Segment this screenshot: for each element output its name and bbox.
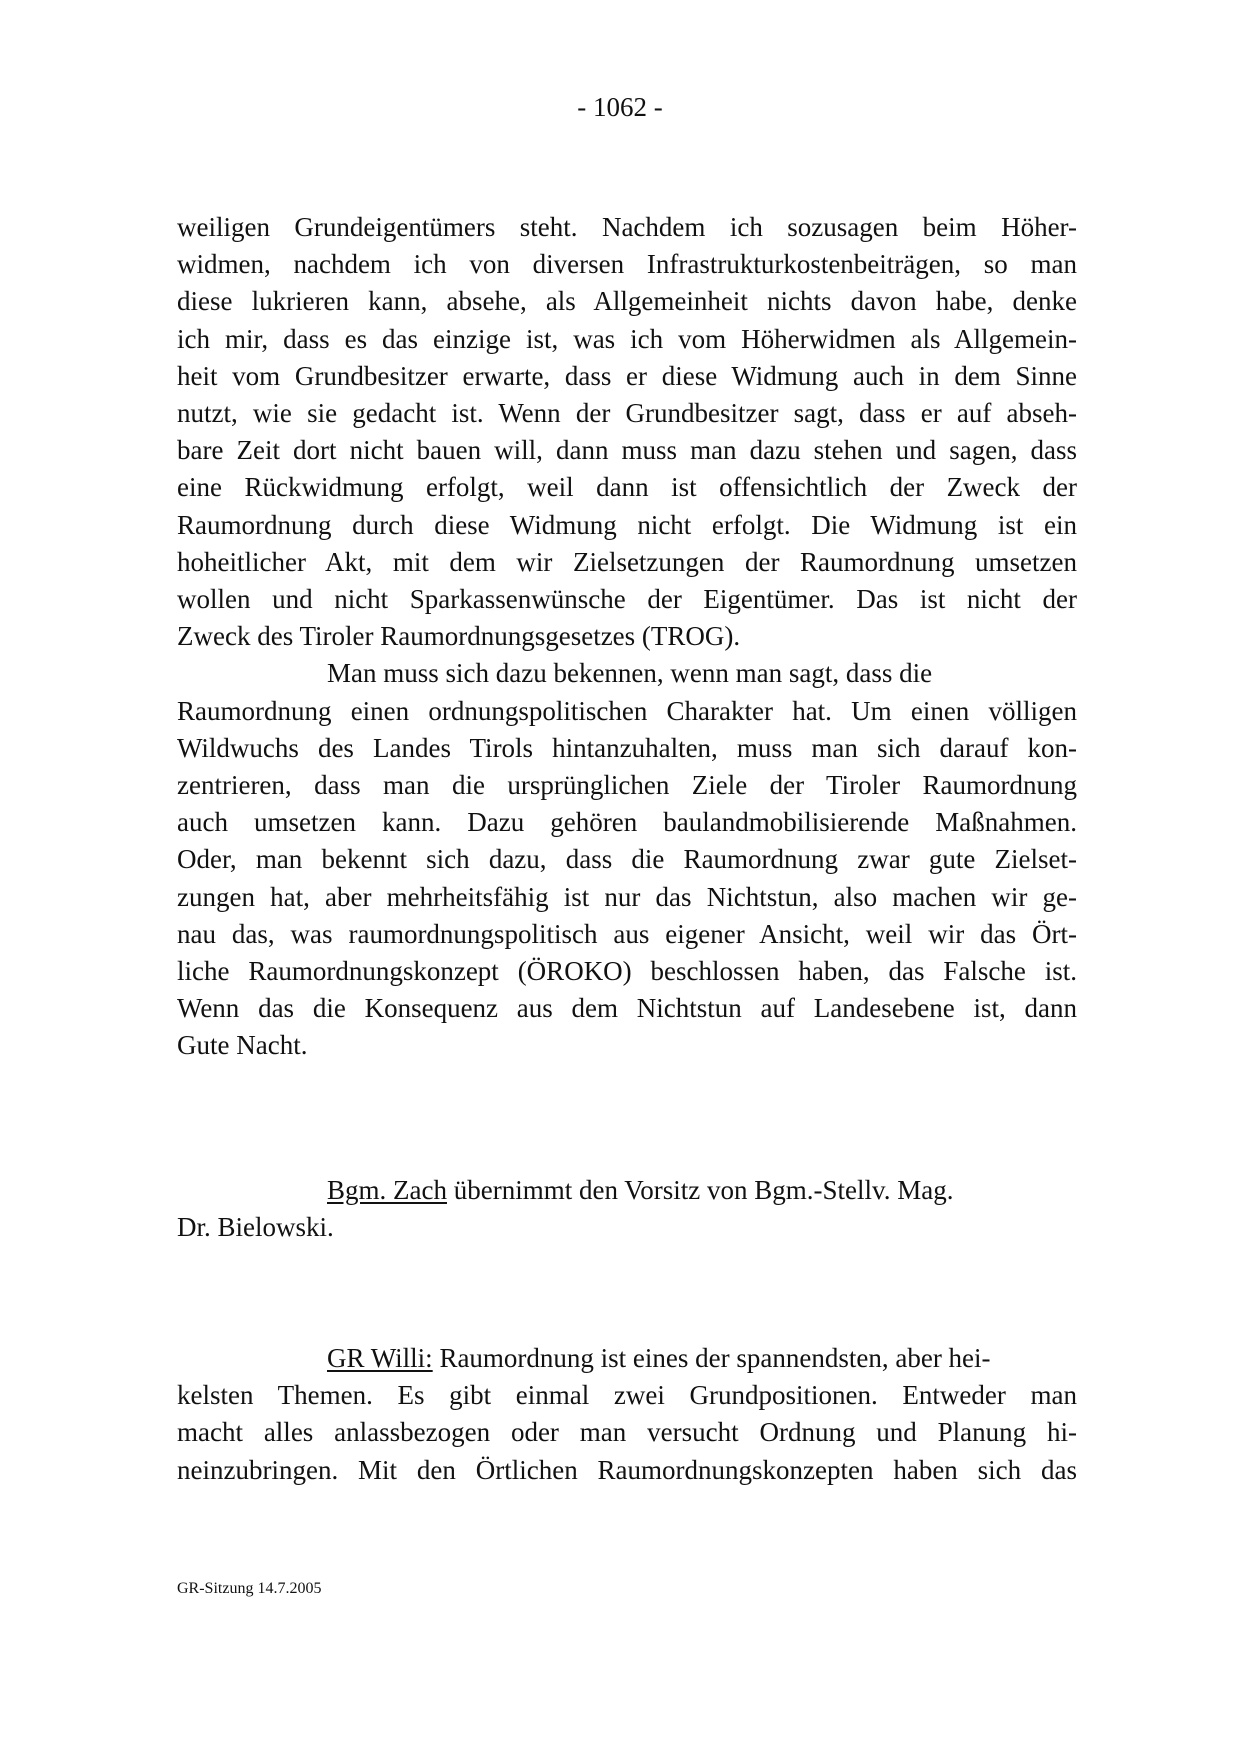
text-line: Raumordnung durch diese Widmung nicht erfolgt. Die Widmung ist ein [177,509,1077,540]
text-line: neinzubringen. Mit den Örtlichen Raumordnungskonzepten haben sich das [177,1454,1077,1485]
chair-note-first-line [177,1172,1077,1209]
text-line: wollen und nicht Sparkassenwünsche der Eigentümer. Das ist nicht der [177,584,1077,615]
text-line: eine Rückwidmung erfolgt, weil dann ist offensichtlich der Zweck der [177,472,1077,503]
text-line: Oder, man bekennt sich dazu, dass die Raumordnung zwar gute Zielset- [177,844,1077,875]
text-line: auch umsetzen kann. Dazu gehören baulandmobilisierende Maßnahmen. [177,807,1077,838]
footer-session-date: GR-Sitzung 14.7.2005 [177,1580,322,1597]
text-line: Zweck des Tiroler Raumordnungsgesetzes (TROG). [177,621,741,652]
speech-first-line [177,1340,1077,1377]
text-line: zungen hat, aber mehrheitsfähig ist nur das Nichtstun, also machen wir ge- [177,881,1077,912]
page-number: - 1062 - [577,92,663,122]
text-line: diese lukrieren kann, absehe, als Allgemeinheit nichts davon habe, denke [177,286,1077,317]
text-line: Man muss sich dazu bekennen, wenn man sagt, dass die [327,658,933,689]
chair-change-note [177,1172,1077,1246]
text-line: kelsten Themen. Es gibt einmal zwei Grundpositionen. Entweder man [177,1380,1077,1411]
text-line: widmen, nachdem ich von diversen Infrastrukturkostenbeiträgen, so man [177,249,1077,280]
text-line: Raumordnung einen ordnungspolitischen Charakter hat. Um einen völligen [177,695,1077,726]
text-line: Raumordnung ist eines der spannendsten, aber hei- [432,1343,991,1373]
text-line: bare Zeit dort nicht bauen will, dann muss man dazu stehen und sagen, dass [177,435,1077,466]
speech-gr-willi [177,1340,1077,1489]
text-line: heit vom Grundbesitzer erwarte, dass er diese Widmung auch in dem Sinne [177,360,1077,391]
text-line: nau das, was raumordnungspolitisch aus eigener Ansicht, weil wir das Ört- [177,918,1077,949]
speaker-name: Bgm. Zach [327,1175,447,1205]
text-line: hoheitlicher Akt, mit dem wir Zielsetzungen der Raumordnung umsetzen [177,546,1077,577]
text-line: Dr. Bielowski. [177,1212,334,1243]
text-line: Wildwuchs des Landes Tirols hintanzuhalten, muss man sich darauf kon- [177,732,1077,763]
text-line: macht alles anlassbezogen oder man versucht Ordnung und Planung hi- [177,1417,1077,1448]
text-line: ich mir, dass es das einzige ist, was ich vom Höherwidmen als Allgemein- [177,323,1077,354]
text-line: nutzt, wie sie gedacht ist. Wenn der Grundbesitzer sagt, dass er auf abseh- [177,398,1077,429]
paragraph-first-line [177,655,1077,692]
speaker-name: GR Willi: [327,1343,433,1373]
text-line: weiligen Grundeigentümers steht. Nachdem ich sozusagen beim Höher- [177,212,1077,242]
text-line: zentrieren, dass man die ursprünglichen Ziele der Tiroler Raumordnung [177,770,1077,801]
text-line: übernimmt den Vorsitz von Bgm.-Stellv. Mag. [446,1175,954,1205]
text-line: Wenn das die Konsequenz aus dem Nichtstun auf Landesebene ist, dann [177,993,1077,1024]
text-line: Gute Nacht. [177,1030,308,1061]
text-line: liche Raumordnungskonzept (ÖROKO) beschlossen haben, das Falsche ist. [177,956,1077,987]
paragraph-main [177,209,1077,1065]
